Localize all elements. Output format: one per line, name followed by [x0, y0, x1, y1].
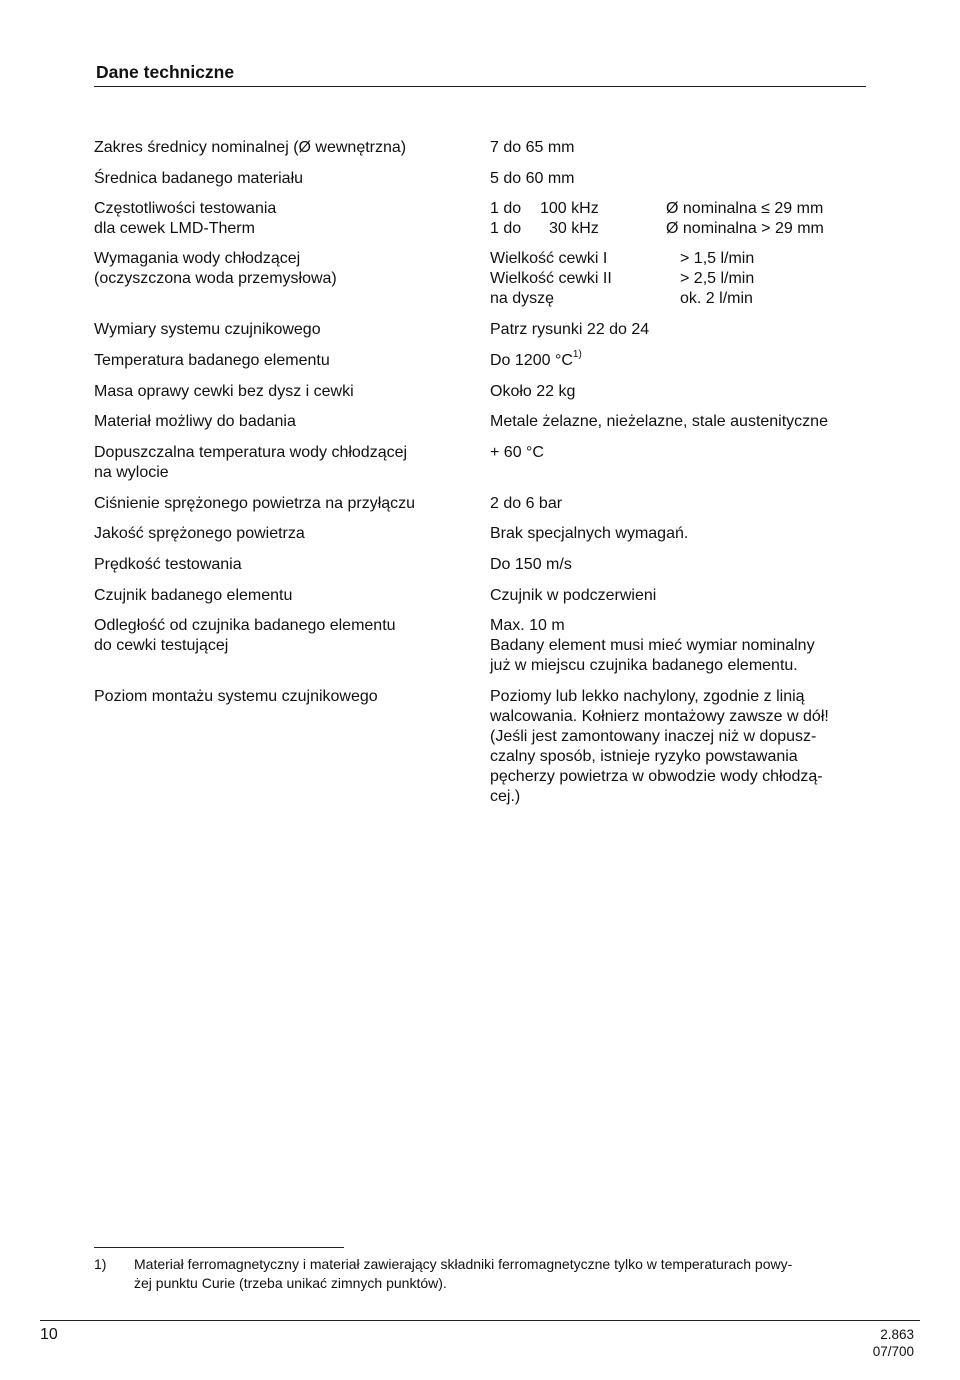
footnote-line-1: Materiał ferromagnetyczny i materiał zawierający składniki ferromagnetyczne tylko w temperaturach powy- — [134, 1256, 793, 1272]
row-label-woda: Wymagania wody chłodzącej — [94, 250, 301, 267]
water-nozzle: na dyszę — [490, 290, 555, 307]
row-label-predkosc: Prędkość testowania — [94, 556, 242, 573]
row-label-jakosc: Jakość sprężonego powietrza — [94, 525, 305, 542]
row-label-dopuszczalna-cont: na wylocie — [94, 464, 169, 481]
row-value-dopuszczalna: + 60 °C — [490, 444, 544, 461]
freq-range-1-condition: Ø nominalna ≤ 29 mm — [666, 200, 824, 217]
freq-range-2-from: 1 do — [490, 220, 522, 237]
row-value-jakosc: Brak specjalnych wymagań. — [490, 525, 689, 542]
footnote-ref: 1) — [572, 349, 582, 360]
row-value-cisnienie: 2 do 6 bar — [490, 495, 563, 512]
water-coil-2: Wielkość cewki II — [490, 270, 612, 287]
temperature-value: Do 1200 °C — [490, 352, 573, 369]
row-value-poziom-6: cej.) — [490, 788, 521, 805]
row-label-czujnik: Czujnik badanego elementu — [94, 587, 293, 604]
row-value-odleglosc-3: już w miejscu czujnika badanego elementu. — [490, 657, 798, 674]
freq-range-2-to: 30 kHz — [549, 220, 599, 237]
footnote-line-2: żej punktu Curie (trzeba unikać zimnych punktów). — [134, 1275, 447, 1291]
freq-range-2-condition: Ø nominalna > 29 mm — [666, 220, 824, 237]
footnote-marker: 1) — [94, 1256, 107, 1272]
row-label-cisnienie: Ciśnienie sprężonego powietrza na przyłączu — [94, 495, 416, 512]
water-coil-1-flow: > 1,5 l/min — [680, 250, 755, 267]
water-coil-1: Wielkość cewki I — [490, 250, 608, 267]
row-label-dopuszczalna: Dopuszczalna temperatura wody chłodzącej — [94, 444, 408, 461]
water-nozzle-flow: ok. 2 l/min — [680, 290, 753, 307]
row-value-czujnik: Czujnik w podczerwieni — [490, 587, 657, 604]
row-value-poziom-1: Poziomy lub lekko nachylony, zgodnie z linią — [490, 688, 805, 705]
page-footer-divider — [40, 1320, 920, 1321]
row-label-woda-cont: (oczyszczona woda przemysłowa) — [94, 270, 337, 287]
row-value-poziom-3: (Jeśli jest zamontowany inaczej niż w dopusz- — [490, 728, 817, 745]
section-title: Dane techniczne — [96, 62, 235, 82]
row-value-poziom-5: pęcherzy powietrza w obwodzie wody chłodzą- — [490, 768, 823, 785]
row-label-wymiary: Wymiary systemu czujnikowego — [94, 321, 321, 338]
row-value-zakres: 7 do 65 mm — [490, 139, 575, 156]
row-label-odleglosc-cont: do cewki testującej — [94, 637, 229, 654]
document-code-line-1: 2.863 — [880, 1327, 914, 1342]
row-value-predkosc: Do 150 m/s — [490, 556, 572, 573]
document-code — [873, 1326, 914, 1360]
footnote-text — [134, 1255, 792, 1293]
document-code-line-2: 07/700 — [872, 1344, 914, 1359]
row-value-odleglosc-2: Badany element musi mieć wymiar nominalny — [490, 637, 815, 654]
row-label-zakres: Zakres średnicy nominalnej (Ø wewnętrzna) — [94, 139, 407, 156]
row-value-srednica: 5 do 60 mm — [490, 170, 575, 187]
row-label-srednica: Średnica badanego materiału — [94, 170, 304, 187]
row-value-poziom-2: walcowania. Kołnierz montażowy zawsze w dół! — [490, 708, 829, 725]
row-value-material: Metale żelazne, nieżelazne, stale austenityczne — [490, 413, 828, 430]
row-value-wymiary: Patrz rysunki 22 do 24 — [490, 321, 650, 338]
freq-range-1-to: 100 kHz — [540, 200, 599, 217]
row-value-masa: Około 22 kg — [490, 383, 576, 400]
freq-range-1-from: 1 do — [490, 200, 522, 217]
row-label-temperatura: Temperatura badanego elementu — [94, 352, 330, 369]
row-label-material: Materiał możliwy do badania — [94, 413, 296, 430]
title-divider — [94, 86, 866, 87]
row-value-temperatura — [490, 351, 582, 371]
row-label-masa: Masa oprawy cewki bez dysz i cewki — [94, 383, 354, 400]
row-value-odleglosc-1: Max. 10 m — [490, 617, 565, 634]
footnote-divider — [94, 1247, 344, 1248]
row-value-poziom-4: czalny sposób, istnieje ryzyko powstawania — [490, 748, 798, 765]
page-number: 10 — [40, 1326, 58, 1343]
row-label-czestotliwosci: Częstotliwości testowania — [94, 200, 277, 217]
water-coil-2-flow: > 2,5 l/min — [680, 270, 755, 287]
row-label-poziom: Poziom montażu systemu czujnikowego — [94, 688, 378, 705]
row-label-czestotliwosci-cont: dla cewek LMD-Therm — [94, 220, 255, 237]
row-label-odleglosc: Odległość od czujnika badanego elementu — [94, 617, 396, 634]
